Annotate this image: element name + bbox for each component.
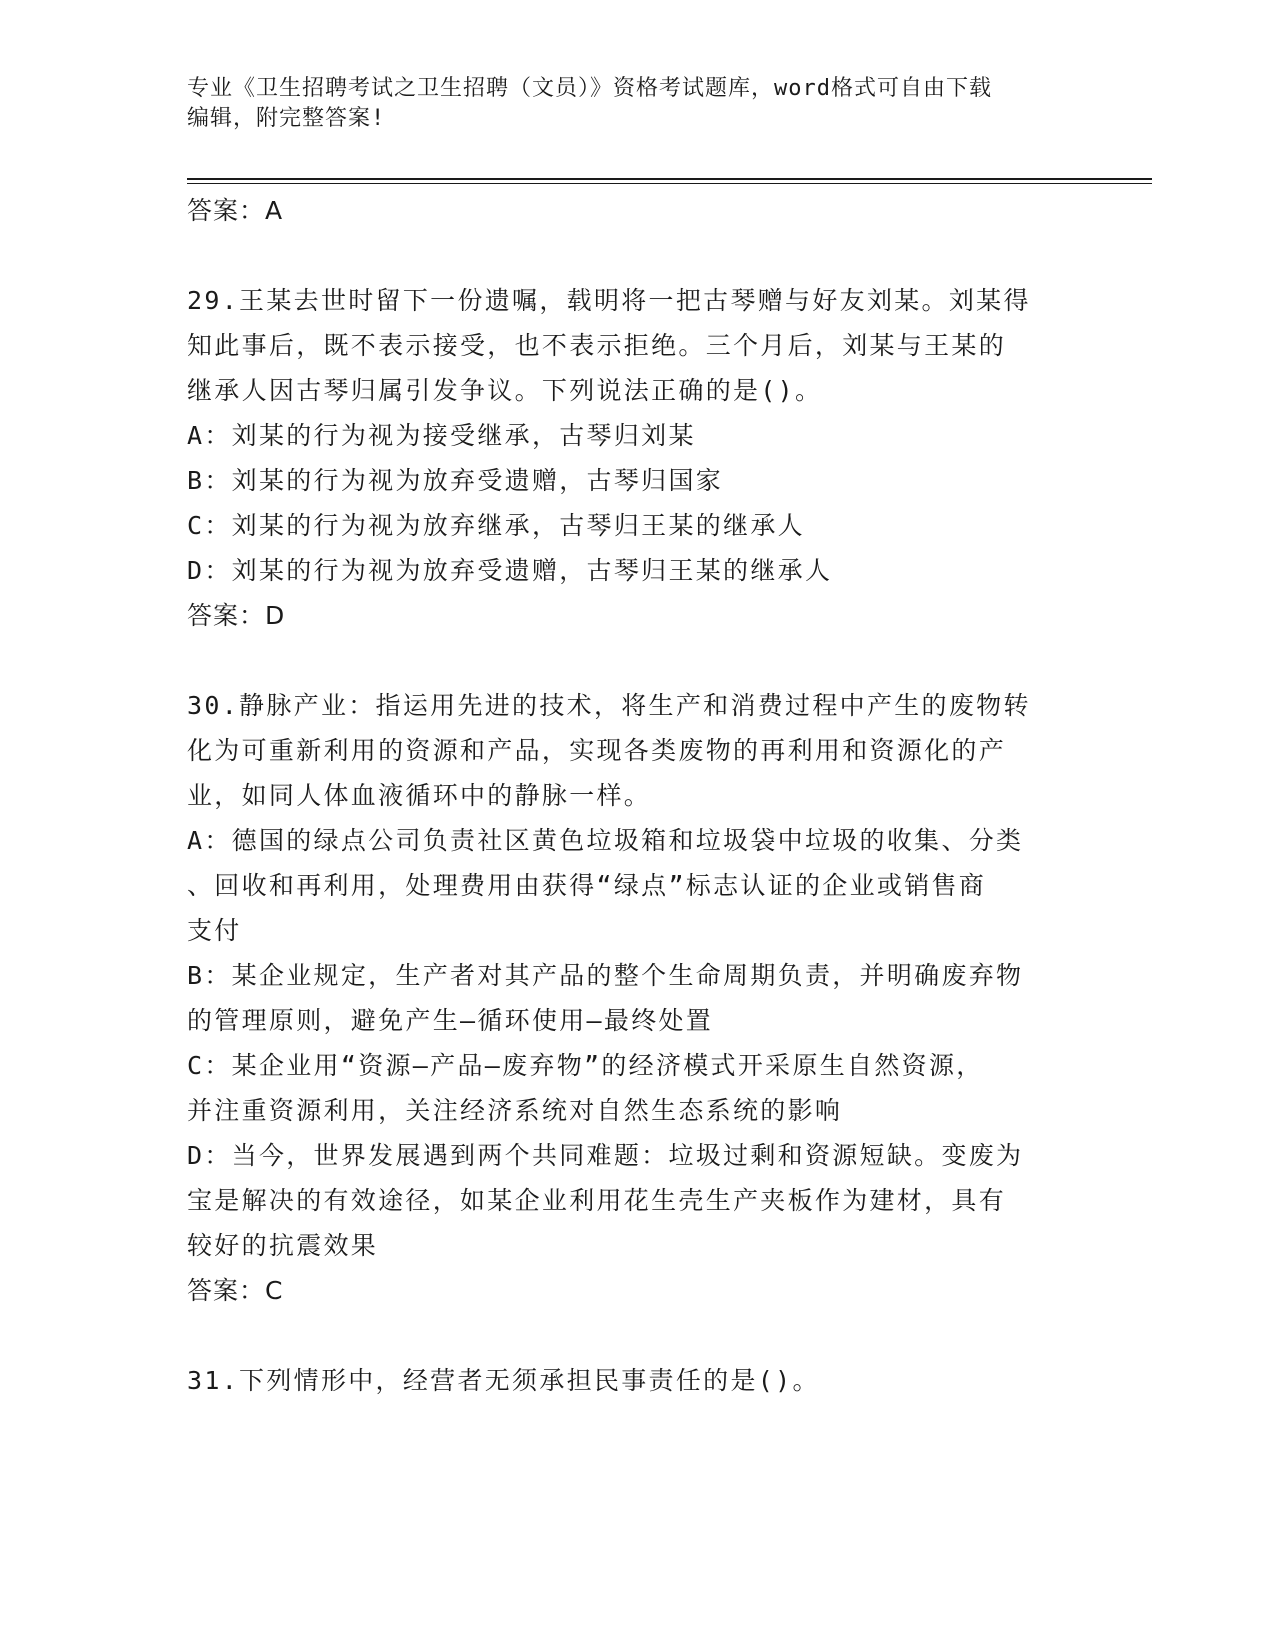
question-30-option-a-line-2: 、回收和再利用，处理费用由获得“绿点”标志认证的企业或销售商	[187, 871, 987, 900]
spacer	[187, 1313, 1067, 1358]
question-29-option-d: D：刘某的行为视为放弃受遗赠，古琴归王某的继承人	[187, 556, 833, 585]
question-30-option-a-line-1: A：德国的绿点公司负责社区黄色垃圾箱和垃圾袋中垃圾的收集、分类	[187, 826, 1024, 855]
question-30-stem-line-2: 化为可重新利用的资源和产品，实现各类废物的再利用和资源化的产	[187, 736, 1007, 765]
previous-answer: 答案：A	[187, 196, 284, 225]
question-29-answer: 答案：D	[187, 601, 286, 630]
question-31-stem-line-1: 31.下列情形中，经营者无须承担民事责任的是()。	[187, 1366, 820, 1395]
question-30-answer: 答案：C	[187, 1276, 284, 1305]
header-rule-thick	[187, 178, 1152, 180]
header-rule-thin	[187, 183, 1152, 184]
question-30-option-d-line-2: 宝是解决的有效途径，如某企业利用花生壳生产夹板作为建材，具有	[187, 1186, 1007, 1215]
question-30-stem-line-3: 业，如同人体血液循环中的静脉一样。	[187, 781, 652, 810]
header-line-1: 专业《卫生招聘考试之卫生招聘（文员）》资格考试题库，word格式可自由下载	[187, 76, 992, 101]
question-29-option-a: A：刘某的行为视为接受继承，古琴归刘某	[187, 421, 696, 450]
question-29-stem-line-3: 继承人因古琴归属引发争议。下列说法正确的是()。	[187, 376, 823, 405]
question-29-stem-line-2: 知此事后，既不表示接受，也不表示拒绝。三个月后，刘某与王某的	[187, 331, 1007, 360]
question-30-option-d-line-3: 较好的抗震效果	[187, 1231, 379, 1260]
question-30-stem-line-1: 30.静脉产业：指运用先进的技术，将生产和消费过程中产生的废物转	[187, 691, 1031, 720]
document-body	[187, 188, 1067, 1403]
document-header	[187, 74, 1067, 134]
question-30-option-d-line-1: D：当今，世界发展遇到两个共同难题：垃圾过剩和资源短缺。变废为	[187, 1141, 1024, 1170]
question-30-option-a-line-3: 支付	[187, 916, 242, 945]
question-30-option-c-line-2: 并注重资源利用，关注经济系统对自然生态系统的影响	[187, 1096, 843, 1125]
question-30	[187, 683, 1067, 1313]
question-29-stem-line-1: 29.王某去世时留下一份遗嘱，载明将一把古琴赠与好友刘某。刘某得	[187, 286, 1031, 315]
question-31	[187, 1358, 1067, 1403]
spacer	[187, 638, 1067, 683]
question-30-option-c-line-1: C：某企业用“资源—产品—废弃物”的经济模式开采原生自然资源，	[187, 1051, 984, 1080]
question-30-option-b-line-2: 的管理原则，避免产生—循环使用—最终处置	[187, 1006, 714, 1035]
question-30-option-b-line-1: B：某企业规定，生产者对其产品的整个生命周期负责，并明确废弃物	[187, 961, 1024, 990]
question-29	[187, 278, 1067, 638]
question-29-option-b: B：刘某的行为视为放弃受遗赠，古琴归国家	[187, 466, 724, 495]
spacer	[187, 233, 1067, 278]
header-line-2: 编辑，附完整答案!	[187, 106, 386, 131]
question-29-option-c: C：刘某的行为视为放弃继承，古琴归王某的继承人	[187, 511, 805, 540]
